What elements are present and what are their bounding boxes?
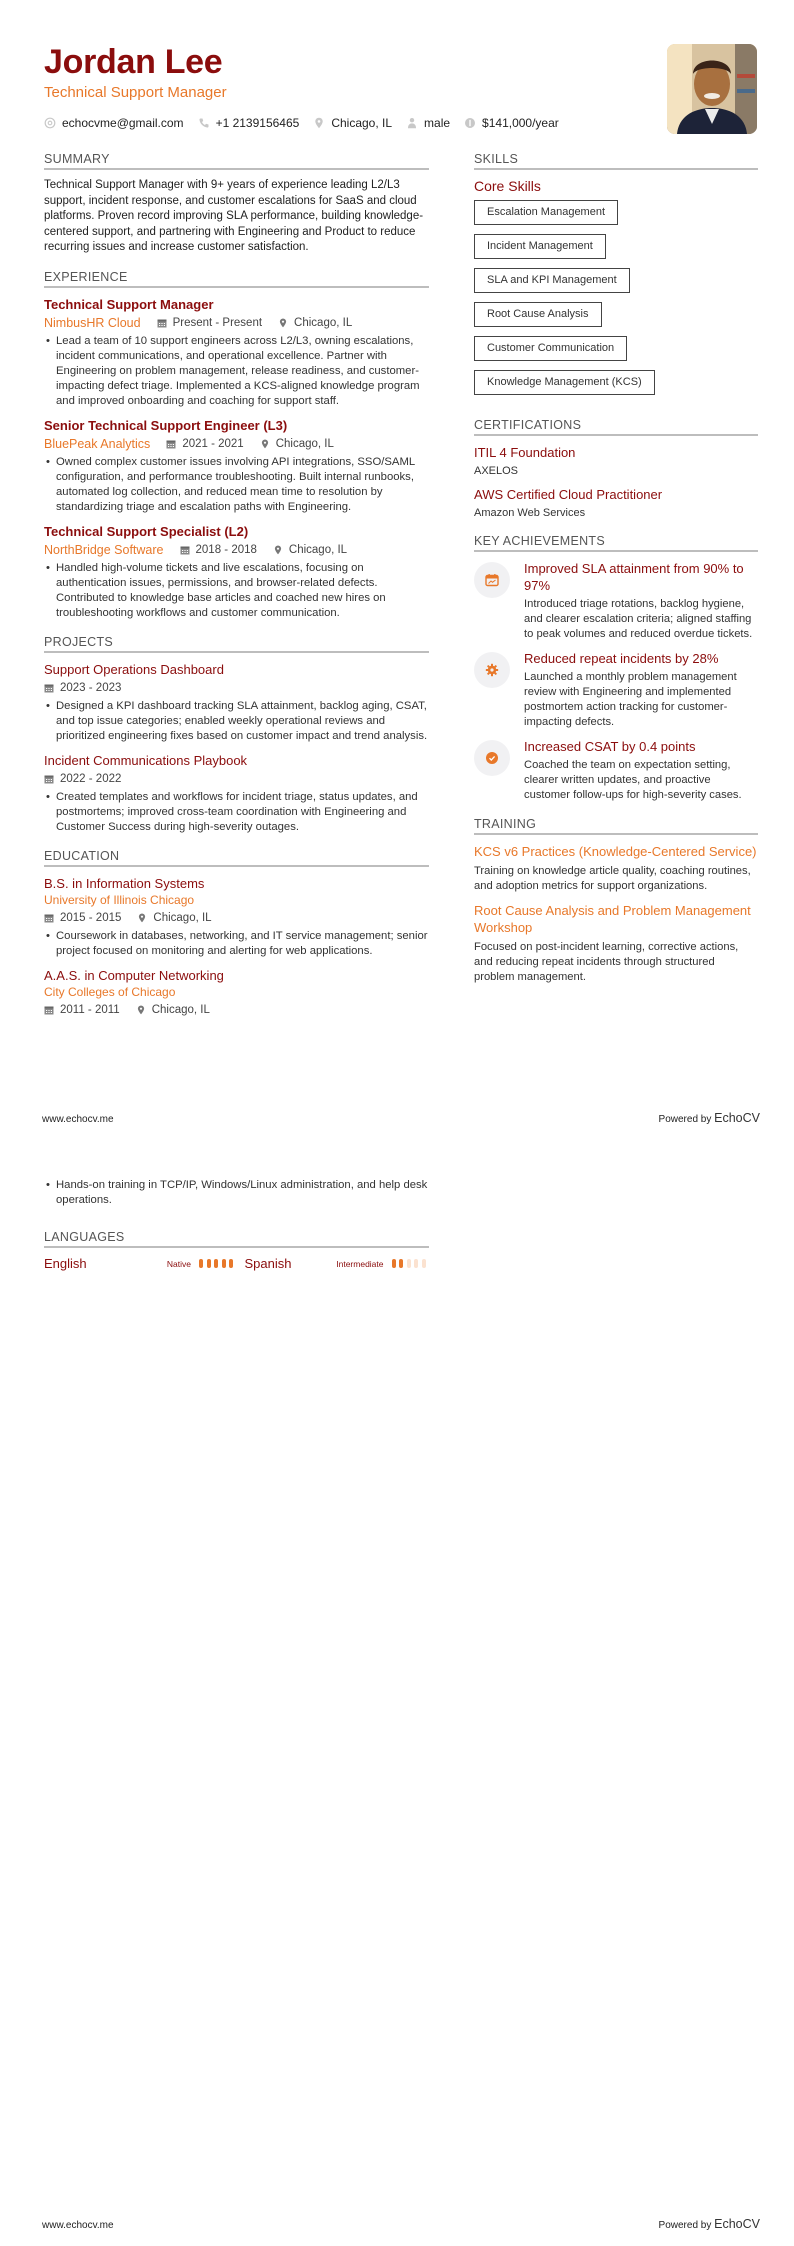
- skill-chip: Incident Management: [474, 234, 606, 259]
- location-text: Chicago, IL: [151, 1003, 210, 1016]
- school-name: City Colleges of Chicago: [44, 984, 176, 999]
- dates-text: 2022 - 2022: [60, 772, 122, 785]
- job-bullets: [44, 455, 429, 515]
- summary-section: [44, 152, 429, 256]
- contact-phone[interactable]: [198, 116, 300, 130]
- achievement-body: [524, 738, 758, 803]
- calendar-chart-icon: [474, 562, 510, 598]
- skills-section: [474, 152, 758, 404]
- achievement-title: Increased CSAT by 0.4 points: [524, 739, 696, 754]
- achievement-desc: Launched a monthly problem management review with Engineering and implemented postmortem action tracking for customer-impacting defects.: [524, 671, 737, 728]
- certification-name: AWS Certified Cloud Practitioner: [474, 487, 663, 502]
- location-text: Chicago, IL: [153, 911, 212, 924]
- achievement-item: [474, 560, 758, 642]
- experience-section: [44, 270, 429, 621]
- resume-header: [44, 44, 644, 130]
- job-dates: [180, 542, 257, 558]
- project-bullet: • Created templates and workflows for incident triage, status updates, and postmortems; improved cross-team coordination with Engineering and Customer Success during high-severity outages.: [44, 790, 429, 835]
- person-icon: [406, 117, 418, 129]
- project-bullets: [44, 699, 429, 744]
- achievements-section: [474, 534, 758, 803]
- education-bullets-continued: [44, 1178, 429, 1208]
- proficiency-dot-filled: [207, 1259, 211, 1268]
- achievement-item: [474, 738, 758, 803]
- certification-issuer: AXELOS: [474, 465, 519, 477]
- training-section: [474, 817, 758, 985]
- left-column: [44, 152, 429, 1032]
- skill-row: [474, 268, 758, 302]
- job-bullets: [44, 561, 429, 621]
- project-item: [44, 752, 429, 835]
- language-name: Spanish: [244, 1256, 292, 1271]
- powered-by-prefix: Powered by: [658, 1114, 712, 1125]
- salary-value: $141,000/year: [482, 116, 559, 130]
- candidate-name: Jordan Lee: [44, 43, 223, 81]
- salary-icon: [464, 117, 476, 129]
- training-title: Root Cause Analysis and Problem Management Workshop: [474, 903, 751, 935]
- achievement-body: [524, 560, 758, 642]
- proficiency-dot-filled: [399, 1259, 403, 1268]
- experience-heading: EXPERIENCE: [44, 270, 429, 288]
- project-name: Support Operations Dashboard: [44, 661, 224, 677]
- skill-chip: SLA and KPI Management: [474, 268, 630, 293]
- skill-row: [474, 302, 758, 336]
- project-bullet: • Designed a KPI dashboard tracking SLA attainment, backlog aging, CSAT, and top issue categories; enabled weekly operational reviews and prioritized engineering fixes based on customer impact and trend analysis.: [44, 699, 429, 744]
- location-pin-icon: [137, 913, 147, 923]
- dates-text: 2021 - 2021: [182, 437, 244, 450]
- education-meta: [44, 1002, 429, 1018]
- education-dates: [44, 1002, 120, 1018]
- gender-value: male: [424, 116, 451, 130]
- company-name: BluePeak Analytics: [44, 436, 151, 451]
- location-pin-icon: [136, 1005, 146, 1015]
- proficiency-dot-empty: [422, 1259, 426, 1268]
- achievements-heading: KEY ACHIEVEMENTS: [474, 534, 758, 552]
- brand-name[interactable]: EchoCV: [714, 1111, 760, 1125]
- job-bullet: • Lead a team of 10 support engineers across L2/L3, owning escalations, incident communications, and operational excellence. Partner with Engineering on problem management, release readiness, and customer-impacting defect triage. Implemented a KCS-aligned knowledge program and improved onboarding and coaching for support staff.: [44, 334, 429, 409]
- experience-item: [44, 296, 429, 409]
- languages-list: [44, 1256, 429, 1271]
- summary-text: Technical Support Manager with 9+ years of experience leading L2/L3 support, incident response, and customer escalations for SaaS and cloud platforms. Proven record improving SLA performance, building knowledge-centered support, and partnering with Engineering and Product to reduce recurring issues and increase customer satisfaction.: [44, 179, 424, 253]
- summary-heading: SUMMARY: [44, 152, 429, 170]
- resume-page-2: [0, 1123, 794, 2246]
- skill-row: [474, 370, 758, 404]
- proficiency-dot-empty: [407, 1259, 411, 1268]
- projects-section: [44, 635, 429, 835]
- job-dates: [166, 436, 243, 452]
- achievement-desc: Introduced triage rotations, backlog hygiene, and clearer escalation criteria; aligned staffing to peak volumes and reduced overdue tickets.: [524, 598, 753, 640]
- project-item: [44, 661, 429, 744]
- location-pin-icon: [313, 117, 325, 129]
- job-location: [278, 315, 352, 331]
- powered-by: [659, 2217, 760, 2231]
- certification-name: ITIL 4 Foundation: [474, 445, 576, 460]
- phone-value: +1 2139156465: [215, 116, 300, 130]
- dates-text: 2011 - 2011: [60, 1003, 120, 1016]
- education-bullet: • Coursework in databases, networking, and IT service management; senior project focused on monitoring and alerting for web applications.: [44, 929, 429, 959]
- education-section: [44, 849, 429, 1018]
- job-role: Technical Support Manager: [44, 296, 214, 312]
- email-value: echocvme@gmail.com: [62, 116, 184, 130]
- education-heading: EDUCATION: [44, 849, 429, 867]
- language-level: Native: [166, 1258, 191, 1269]
- gear-icon: [474, 652, 510, 688]
- contact-row: [44, 116, 644, 130]
- training-heading: TRAINING: [474, 817, 758, 835]
- job-bullets: [44, 334, 429, 409]
- experience-item: [44, 417, 429, 515]
- proficiency-dot-filled: [229, 1259, 233, 1268]
- skill-row: [474, 200, 758, 234]
- contact-gender: [406, 116, 450, 130]
- contact-location: [313, 116, 392, 130]
- location-pin-icon: [260, 439, 270, 449]
- calendar-icon: [44, 774, 54, 784]
- project-dates: [44, 771, 121, 787]
- location-pin-icon: [278, 318, 288, 328]
- languages-section: [44, 1230, 429, 1271]
- education-bullet: • Hands-on training in TCP/IP, Windows/Linux administration, and help desk operations.: [44, 1178, 429, 1208]
- achievement-item: [474, 650, 758, 730]
- location-text: Chicago, IL: [275, 437, 334, 450]
- skill-chip: Root Cause Analysis: [474, 302, 602, 327]
- education-item: [44, 875, 429, 959]
- company-name: NorthBridge Software: [44, 542, 164, 557]
- languages-heading: LANGUAGES: [44, 1230, 429, 1248]
- education-item: [44, 967, 429, 1018]
- proficiency-dot-filled: [214, 1259, 218, 1268]
- skill-row: [474, 234, 758, 268]
- school-name: University of Illinois Chicago: [44, 892, 195, 907]
- calendar-icon: [44, 683, 54, 693]
- right-column: [474, 152, 758, 999]
- skill-chip: Escalation Management: [474, 200, 618, 225]
- degree-name: B.S. in Information Systems: [44, 875, 205, 891]
- training-title: KCS v6 Practices (Knowledge-Centered Service): [474, 844, 757, 859]
- experience-item: [44, 523, 429, 621]
- dates-text: Present - Present: [172, 316, 263, 329]
- brand-name[interactable]: EchoCV: [714, 2217, 760, 2231]
- certifications-section: [474, 418, 758, 520]
- language-proficiency-dots: [392, 1259, 430, 1268]
- job-meta: [44, 436, 429, 452]
- job-role: Senior Technical Support Engineer (L3): [44, 417, 288, 433]
- project-meta: [44, 771, 429, 787]
- project-dates: [44, 680, 121, 696]
- skills-group-title: Core Skills: [474, 178, 541, 194]
- achievement-title: Reduced repeat incidents by 28%: [524, 651, 719, 666]
- job-location: [273, 542, 347, 558]
- powered-by-prefix: Powered by: [658, 2220, 712, 2231]
- project-meta: [44, 680, 429, 696]
- projects-heading: PROJECTS: [44, 635, 429, 653]
- job-bullet: • Handled high-volume tickets and live escalations, focusing on authentication issues, permissions, and browser-related defects. Contributed to knowledge base articles and coached new hires on troubleshooting workflows and customer communication.: [44, 561, 429, 621]
- profile-photo: [667, 44, 757, 134]
- check-circle-icon: [474, 740, 510, 776]
- skills-heading: SKILLS: [474, 152, 758, 170]
- language-item: [237, 1256, 430, 1271]
- job-location: [260, 436, 334, 452]
- education-bullets: [44, 929, 429, 959]
- page-footer: [42, 2217, 760, 2231]
- calendar-icon: [180, 545, 190, 555]
- language-name: English: [44, 1256, 87, 1271]
- training-desc: Training on knowledge article quality, coaching routines, and adoption metrics for support organizations.: [474, 865, 751, 892]
- education-dates: [44, 910, 121, 926]
- page-2-content: [44, 1175, 429, 1285]
- job-bullet: • Owned complex customer issues involving API integrations, SSO/SAML configuration, and performance troubleshooting. Built internal runbooks, automated log collection, and reduced mean time to resolution by standardizing triage and escalation paths with Engineering.: [44, 455, 429, 515]
- skill-chip: Customer Communication: [474, 336, 627, 361]
- language-item: [44, 1256, 237, 1271]
- location-text: Chicago, IL: [294, 316, 353, 329]
- location-text: Chicago, IL: [288, 543, 348, 556]
- contact-email[interactable]: [44, 116, 184, 130]
- education-location: [137, 910, 211, 926]
- proficiency-dot-filled: [222, 1259, 226, 1268]
- achievement-desc: Coached the team on expectation setting, clearer written updates, and proactive customer follow-ups for high-severity cases.: [524, 759, 742, 801]
- calendar-icon: [44, 913, 54, 923]
- job-meta: [44, 315, 429, 331]
- calendar-icon: [166, 439, 176, 449]
- training-desc: Focused on post-incident learning, corrective actions, and reducing repeat incidents through structured problem management.: [474, 941, 739, 983]
- certification-issuer: Amazon Web Services: [474, 507, 586, 519]
- job-dates: [157, 315, 262, 331]
- location-value: Chicago, IL: [331, 116, 393, 130]
- skill-chip: Knowledge Management (KCS): [474, 370, 655, 395]
- language-level: Intermediate: [336, 1258, 384, 1269]
- achievement-body: [524, 650, 758, 730]
- achievement-title: Improved SLA attainment from 90% to 97%: [524, 561, 744, 593]
- calendar-icon: [44, 1005, 54, 1015]
- dates-text: 2023 - 2023: [60, 681, 122, 694]
- skill-row: [474, 336, 758, 370]
- education-location: [136, 1002, 210, 1018]
- proficiency-dot-filled: [199, 1259, 203, 1268]
- footer-url[interactable]: www.echocv.me: [42, 2220, 114, 2231]
- language-proficiency-dots: [199, 1259, 237, 1268]
- certifications-heading: CERTIFICATIONS: [474, 418, 758, 436]
- calendar-icon: [157, 318, 167, 328]
- location-pin-icon: [273, 545, 283, 555]
- degree-name: A.A.S. in Computer Networking: [44, 967, 224, 983]
- job-meta: [44, 542, 429, 558]
- job-role: Technical Support Specialist (L2): [44, 523, 249, 539]
- profile-photo-illustration: [667, 44, 757, 134]
- dates-text: 2015 - 2015: [60, 911, 122, 924]
- footer-url[interactable]: www.echocv.me: [42, 1114, 114, 1125]
- dates-text: 2018 - 2018: [195, 543, 257, 556]
- project-name: Incident Communications Playbook: [44, 752, 248, 768]
- project-bullets: [44, 790, 429, 835]
- candidate-title: Technical Support Manager: [44, 84, 227, 101]
- proficiency-dot-empty: [414, 1259, 418, 1268]
- contact-salary: [464, 116, 559, 130]
- company-name: NimbusHR Cloud: [44, 315, 141, 330]
- proficiency-dot-filled: [392, 1259, 396, 1268]
- education-meta: [44, 910, 429, 926]
- at-icon: [44, 117, 56, 129]
- phone-icon: [198, 117, 210, 129]
